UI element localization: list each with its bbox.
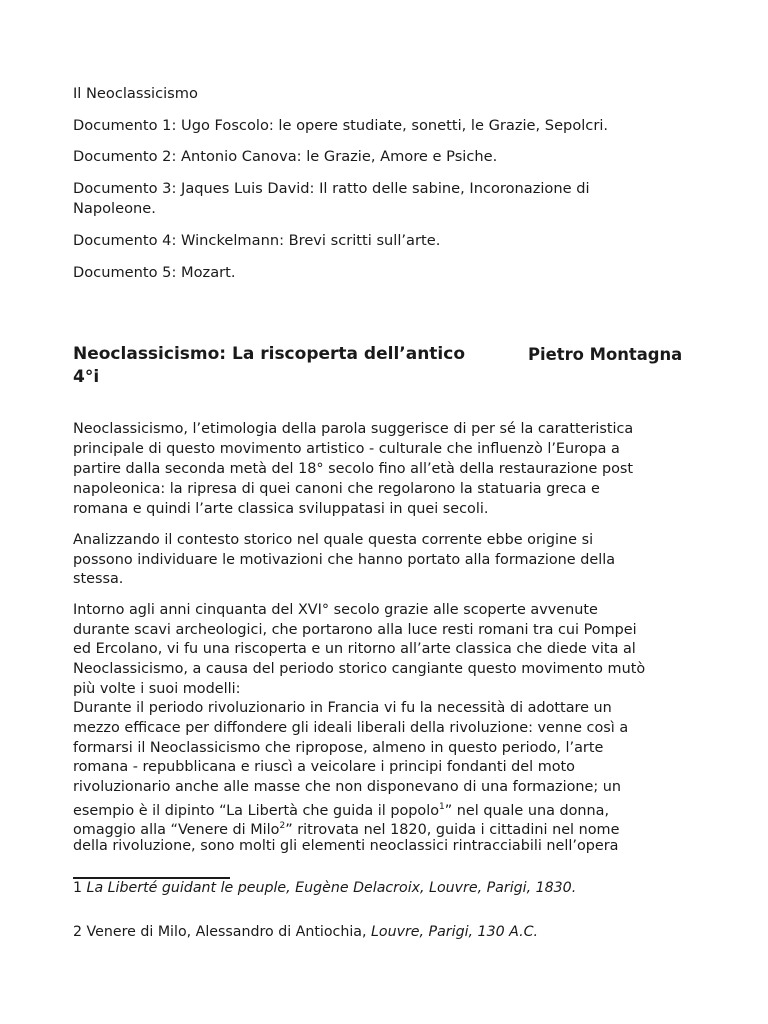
article-author: Pietro Montagna [528, 345, 683, 364]
document-item-3: Documento 3: Jaques Luis David: Il ratto delle sabine, Incoronazione di [73, 180, 590, 197]
paragraph-line: partire dalla seconda metà del 18° secolo fino all’età della restaurazione post [73, 461, 634, 477]
footnote-text: Venere di Milo, Alessandro di Antiochia, [86, 924, 367, 940]
paragraph-line: Durante il periodo rivoluzionario in Francia vi fu la necessità di adottare un [73, 700, 612, 716]
paragraph-line: napoleonica: la ripresa di quei canoni che regolarono la statuaria greca e [73, 481, 600, 497]
paragraph-line: Neoclassicismo, l’etimologia della parola suggerisce di per sé la caratteristica [73, 421, 634, 437]
footnote-text: La Liberté guidant le peuple, Eugène Delacroix, Louvre, Parigi, 1830. [86, 880, 577, 896]
footnote-ref-1: 1 [439, 802, 445, 812]
document-item-5: Documento 5: Mozart. [73, 264, 236, 281]
footnote-separator [73, 877, 230, 879]
line-text: esempio è il dipinto “La Libertà che guida il popolo [73, 803, 440, 819]
line-text: ” nel quale una donna, [444, 803, 610, 819]
document-item-2: Documento 2: Antonio Canova: le Grazie, Amore e Psiche. [73, 148, 498, 165]
paragraph-line: più volte i suoi modelli: [73, 681, 241, 697]
paragraph-line: possono individuare le motivazioni che hanno portato alla formazione della [73, 552, 616, 568]
paragraph-line: Analizzando il contesto storico nel quale questa corrente ebbe origine si [73, 532, 594, 548]
document-item-4: Documento 4: Winckelmann: Brevi scritti sull’arte. [73, 232, 441, 249]
paragraph-line: della rivoluzione, sono molti gli elementi neoclassici rintracciabili nell’opera [73, 838, 619, 854]
document-item-3-continued: Napoleone. [73, 200, 156, 217]
paragraph-line: romana - repubblicana e riuscì a veicolare i principi fondanti del moto [73, 759, 575, 775]
doc-title: Il Neoclassicismo [73, 85, 198, 102]
footnote-1 [73, 880, 576, 896]
paragraph-line: rivoluzionario anche alle masse che non disponevano di una formazione; un [73, 779, 622, 795]
paragraph-line: principale di questo movimento artistico - culturale che influenzò l’Europa a [73, 441, 620, 457]
footnote-text-italic: Louvre, Parigi, 130 A.C. [371, 924, 539, 940]
paragraph-line: stessa. [73, 571, 124, 587]
line-text: ” ritrovata nel 1820, guida i cittadini nel nome [285, 822, 620, 838]
footnote-number: 1 [73, 880, 83, 896]
paragraph-line: ed Ercolano, vi fu una riscoperta e un ritorno all’arte classica che diede vita al [73, 641, 636, 657]
paragraph-line: romana e quindi l’arte classica sviluppatasi in quei secoli. [73, 501, 489, 517]
paragraph-line: mezzo efficace per diffondere gli ideali liberali della rivoluzione: venne così a [73, 720, 629, 736]
footnote-ref-2: 2 [279, 821, 286, 831]
paragraph-line: Neoclassicismo, a causa del periodo storico cangiante questo movimento mutò [73, 661, 646, 677]
footnote-2 [73, 924, 538, 940]
line-text: omaggio alla “Venere di Milo [73, 822, 280, 838]
footnote-number: 2 [73, 924, 83, 940]
article-class: 4°i [73, 367, 100, 387]
article-title: Neoclassicismo: La riscoperta dell’antico [73, 344, 466, 364]
paragraph-line: durante scavi archeologici, che portarono alla luce resti romani tra cui Pompei [73, 622, 637, 638]
paragraph-line: Intorno agli anni cinquanta del XVI° secolo grazie alle scoperte avvenute [73, 602, 598, 618]
document-item-1: Documento 1: Ugo Foscolo: le opere studiate, sonetti, le Grazie, Sepolcri. [73, 117, 609, 134]
paragraph-line: formarsi il Neoclassicismo che ripropose, almeno in questo periodo, l’arte [73, 740, 604, 756]
